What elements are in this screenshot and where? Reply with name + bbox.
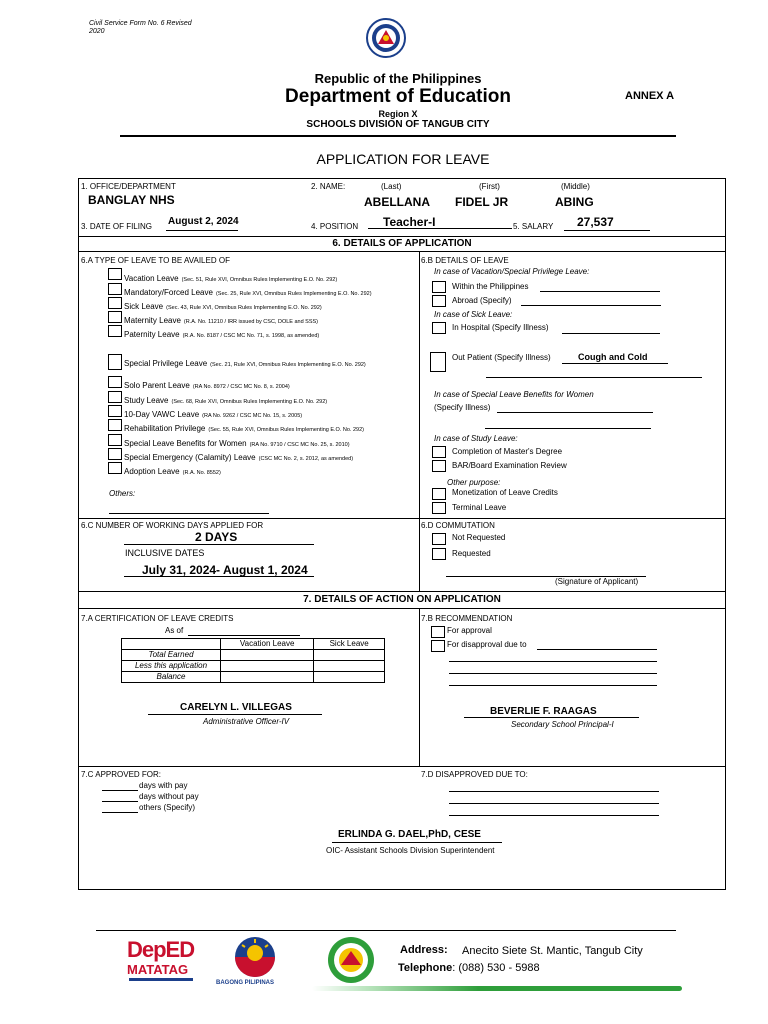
bar-review-label: BAR/Board Examination Review: [452, 461, 567, 470]
form-title: APPLICATION FOR LEAVE: [316, 151, 490, 167]
division-label: SCHOOLS DIVISION OF TANGUB CITY: [306, 119, 490, 130]
middle-name-value[interactable]: ABING: [555, 195, 594, 209]
leave-type-name: Solo Parent Leave: [124, 381, 190, 390]
signature-label: (Signature of Applicant): [555, 577, 639, 586]
approver-name: ERLINDA G. DAEL,PhD, CESE: [338, 829, 481, 840]
within-ph-checkbox[interactable]: [432, 281, 446, 293]
section6-bottom-rule: [78, 251, 726, 252]
recommender-underline: [464, 717, 639, 718]
days-with-pay-label: days with pay: [139, 781, 188, 790]
women-specify-label: (Specify Illness): [434, 403, 491, 412]
division-seal-icon: [322, 935, 380, 985]
certifier-title: Administrative Officer-IV: [203, 717, 290, 726]
for-disapproval-label: For disapproval due to: [447, 640, 527, 649]
section7-top-rule: [78, 591, 726, 592]
leave-type-reference: (R.A. No. 8552): [182, 470, 221, 476]
row-label: Total Earned: [122, 650, 221, 661]
salary-label: 5. SALARY: [513, 222, 554, 231]
first-name-value[interactable]: FIDEL JR: [455, 195, 509, 209]
others-specify-underline: [102, 812, 138, 813]
leave-type-name: Mandatory/Forced Leave: [124, 288, 213, 297]
out-patient-checkbox[interactable]: [430, 352, 446, 372]
table-cell[interactable]: [221, 661, 314, 672]
table-cell[interactable]: [221, 672, 314, 683]
others-label: Others:: [109, 489, 136, 498]
leave-type-checkbox[interactable]: [108, 405, 122, 417]
recommender-name: BEVERLIE F. RAAGAS: [490, 706, 597, 717]
table-row: [122, 672, 385, 683]
disapproval-underline-2: [449, 661, 657, 662]
leave-credits-label: 7.A CERTIFICATION OF LEAVE CREDITS: [81, 614, 234, 623]
leave-type-item: [124, 324, 319, 342]
working-days-underline: [124, 544, 314, 545]
leave-type-reference: (R.A. No. 8187 / CSC MC No. 71, s. 1998, as amended): [182, 333, 320, 339]
leave-credits-table: [121, 638, 385, 683]
leave-type-item: [124, 461, 221, 479]
leave-type-checkbox[interactable]: [108, 311, 122, 323]
table-row: [122, 639, 385, 650]
requested-checkbox[interactable]: [432, 548, 446, 560]
within-ph-label: Within the Philippines: [452, 282, 529, 291]
masters-checkbox[interactable]: [432, 446, 446, 458]
leave-type-reference: (Sec. 21, Rule XVI, Omnibus Rules Implementing E.O. No. 292): [210, 362, 366, 368]
leave-type-name: Study Leave: [124, 396, 169, 405]
position-value[interactable]: Teacher-I: [383, 215, 436, 229]
working-days-value[interactable]: 2 DAYS: [195, 530, 238, 544]
within-ph-underline: [540, 291, 660, 292]
in-hospital-underline: [562, 333, 660, 334]
masters-label: Completion of Master's Degree: [452, 447, 563, 456]
telephone-line: [398, 962, 540, 974]
address-value: Anecito Siete St. Mantic, Tangub City: [462, 945, 643, 957]
office-value[interactable]: BANGLAY NHS: [88, 193, 175, 207]
salary-value[interactable]: 27,537: [577, 215, 614, 229]
days-without-pay-label: days without pay: [139, 792, 199, 801]
table-cell[interactable]: [314, 672, 385, 683]
inclusive-dates-label: INCLUSIVE DATES: [125, 548, 205, 558]
address-label-text: Address: [400, 944, 445, 956]
leave-type-name: Special Emergency (Calamity) Leave: [124, 453, 256, 462]
deped-logo-text: DepED: [127, 937, 195, 962]
bagong-pilipinas-logo-icon: [224, 935, 286, 979]
salary-underline: [564, 230, 650, 231]
leave-type-name: 10-Day VAWC Leave: [124, 410, 200, 419]
filing-date-value[interactable]: August 2, 2024: [168, 216, 239, 227]
leave-type-item: [124, 353, 366, 371]
leave-type-checkbox[interactable]: [108, 419, 122, 431]
name-label: 2. NAME:: [311, 182, 346, 191]
for-approval-checkbox[interactable]: [431, 626, 445, 638]
department-title: Department of Education: [285, 86, 511, 107]
inclusive-dates-value[interactable]: July 31, 2024- August 1, 2024: [142, 563, 308, 577]
leave-type-checkbox[interactable]: [108, 268, 122, 280]
leave-type-checkbox[interactable]: [108, 391, 122, 403]
leave-type-checkbox[interactable]: [108, 283, 122, 295]
others-specify-label: others (Specify): [139, 803, 196, 812]
leave-type-reference: (Sec. 68, Rule XVI, Omnibus Rules Implementing E.O. No. 292): [171, 399, 328, 405]
recommendation-label: 7.B RECOMMENDATION: [421, 614, 513, 623]
section6c-rule: [78, 518, 726, 519]
last-name-value[interactable]: ABELLANA: [364, 195, 430, 209]
recommender-title: Secondary School Principal-I: [511, 720, 614, 729]
approver-title: OIC- Assistant Schools Division Superintendent: [326, 846, 495, 855]
commutation-label: 6.D COMMUTATION: [421, 521, 495, 530]
leave-type-reference: (Sec. 43, Rule XVI, Omnibus Rules Implementing E.O. No. 292): [166, 305, 322, 311]
as-of-underline: [188, 635, 300, 636]
section7-divider: [419, 608, 420, 766]
leave-type-name: Vacation Leave: [124, 274, 179, 283]
deped-seal-icon: [366, 18, 406, 58]
table-cell[interactable]: [314, 650, 385, 661]
row-label: Balance: [122, 672, 221, 683]
annex-label: ANNEX A: [625, 90, 675, 102]
abroad-checkbox[interactable]: [432, 295, 446, 307]
table-cell[interactable]: [314, 661, 385, 672]
matatag-logo-text: MATATAG: [127, 962, 189, 977]
leave-type-name: Paternity Leave: [124, 330, 180, 339]
leave-type-name: Adoption Leave: [124, 467, 180, 476]
row-label: Less this application: [122, 661, 221, 672]
monetization-label: Monetization of Leave Credits: [452, 488, 558, 497]
leave-type-reference: (Sec. 55, Rule XVI, Omnibus Rules Implementing E.O. No. 292): [208, 427, 364, 433]
section7-title: 7. DETAILS OF ACTION ON APPLICATION: [303, 594, 501, 605]
leave-type-reference: (RA No. 9710 / CSC MC No. 25, s. 2010): [249, 442, 350, 448]
abroad-underline: [521, 305, 661, 306]
approver-underline: [332, 842, 502, 843]
disapproved-underline-1: [449, 791, 659, 792]
telephone-value: (088) 530 - 5988: [458, 962, 540, 974]
section6-top-rule: [78, 236, 726, 237]
leave-type-checkbox[interactable]: [108, 462, 122, 474]
leave-type-reference: (R.A. No. 11210 / IRR issued by CSC, DOLE and SSS): [183, 319, 319, 325]
monetization-checkbox[interactable]: [432, 488, 446, 500]
position-underline: [368, 228, 512, 229]
disapproval-underline-4: [449, 685, 657, 686]
out-patient-underline: [562, 363, 668, 364]
deped-logo-underline: [129, 978, 193, 981]
col-sick-header: Sick Leave: [314, 639, 385, 650]
inclusive-dates-underline: [124, 576, 314, 577]
requested-label: Requested: [452, 549, 491, 558]
out-patient-value[interactable]: Cough and Cold: [578, 352, 648, 362]
telephone-colon: :: [452, 962, 459, 974]
for-disapproval-checkbox[interactable]: [431, 640, 445, 652]
terminal-leave-checkbox[interactable]: [432, 502, 446, 514]
days-without-pay-underline: [102, 801, 138, 802]
not-requested-checkbox[interactable]: [432, 533, 446, 545]
republic-label: Republic of the Philippines: [314, 71, 482, 86]
abroad-label: Abroad (Specify): [452, 296, 512, 305]
for-approval-label: For approval: [447, 626, 492, 635]
region-label: Region X: [378, 109, 418, 119]
leave-type-checkbox[interactable]: [108, 354, 122, 370]
col-vacation-header: Vacation Leave: [221, 639, 314, 650]
leave-type-checkbox[interactable]: [108, 297, 122, 309]
office-label: 1. OFFICE/DEPARTMENT: [81, 182, 176, 191]
telephone-label: Telephone: [398, 962, 453, 974]
disapproval-underline-1: [537, 649, 657, 650]
address-label: [400, 944, 448, 956]
leave-type-reference: (CSC MC No. 2, s. 2012, as amended): [258, 456, 354, 462]
filing-date-label: 3. DATE OF FILING: [81, 222, 152, 231]
footer-rule: [96, 930, 676, 931]
leave-type-reference: (Sec. 25, Rule XVI, Omnibus Rules Implementing E.O. No. 292): [215, 291, 372, 297]
leave-type-checkbox[interactable]: [108, 325, 122, 337]
table-cell[interactable]: [221, 650, 314, 661]
table-cell: [122, 639, 221, 650]
days-with-pay-underline: [102, 790, 138, 791]
other-purpose-label: Other purpose:: [447, 478, 501, 487]
header-rule: [120, 135, 676, 137]
leave-type-reference: (RA No. 9262 / CSC MC No. 15, s. 2005): [202, 413, 303, 419]
section7c-rule: [78, 766, 726, 767]
middle-name-label: (Middle): [561, 182, 590, 191]
leave-type-name: Maternity Leave: [124, 316, 181, 325]
disapproved-underline-2: [449, 803, 659, 804]
disapproved-underline-3: [449, 815, 659, 816]
not-requested-label: Not Requested: [452, 533, 506, 542]
leave-type-checkbox[interactable]: [108, 448, 122, 460]
leave-type-checkbox[interactable]: [108, 434, 122, 446]
disapproval-underline-3: [449, 673, 657, 674]
bar-review-checkbox[interactable]: [432, 460, 446, 472]
leave-type-checkbox[interactable]: [108, 376, 122, 388]
certifier-underline: [148, 714, 322, 715]
leave-type-name: Rehabilitation Privilege: [124, 424, 206, 433]
leave-type-name: Special Leave Benefits for Women: [124, 439, 247, 448]
study-case-label: In case of Study Leave:: [434, 434, 518, 443]
section7-bottom-rule: [78, 608, 726, 609]
in-hospital-checkbox[interactable]: [432, 322, 446, 334]
leave-type-label: 6.A TYPE OF LEAVE TO BE AVAILED OF: [81, 256, 230, 265]
others-underline: [109, 513, 269, 514]
section6-divider: [419, 251, 420, 591]
leave-type-reference: (RA No. 8972 / CSC MC No. 8, s. 2004): [192, 384, 290, 390]
leave-type-name: Special Privilege Leave: [124, 359, 208, 368]
as-of-label: As of: [165, 626, 184, 635]
position-label: 4. POSITION: [311, 222, 359, 231]
leave-details-label: 6.B DETAILS OF LEAVE: [421, 256, 509, 265]
women-specify-underline-2: [485, 428, 651, 429]
footer-green-bar: [312, 986, 682, 991]
address-colon: :: [444, 944, 448, 956]
first-name-label: (First): [479, 182, 500, 191]
certifier-name: CARELYN L. VILLEGAS: [180, 702, 292, 713]
form-reference: [89, 20, 192, 36]
bagong-pilipinas-text: BAGONG PILIPINAS: [216, 980, 275, 986]
working-days-label: 6.C NUMBER OF WORKING DAYS APPLIED FOR: [81, 521, 264, 530]
section6-title: 6. DETAILS OF APPLICATION: [332, 238, 472, 249]
in-hospital-label: In Hospital (Specify Illness): [452, 323, 549, 332]
out-patient-label: Out Patient (Specify Illness): [452, 353, 551, 362]
approved-for-label: 7.C APPROVED FOR:: [81, 770, 162, 779]
disapproved-due-label: 7.D DISAPPROVED DUE TO:: [421, 770, 528, 779]
table-row: [122, 661, 385, 672]
form-ref-line2: 2020: [89, 28, 105, 35]
leave-type-name: Sick Leave: [124, 302, 164, 311]
women-case-label: In case of Special Leave Benefits for Women: [434, 390, 594, 399]
out-patient-underline-2: [486, 377, 702, 378]
filing-date-underline: [166, 230, 238, 231]
women-specify-underline: [497, 412, 653, 413]
leave-type-reference: (Sec. 51, Rule XVI, Omnibus Rules Implementing E.O. No. 292): [181, 277, 338, 283]
table-row: [122, 650, 385, 661]
form-ref-line1: Civil Service Form No. 6 Revised: [89, 20, 192, 27]
sick-case-label: In case of Sick Leave:: [434, 310, 513, 319]
last-name-label: (Last): [381, 182, 402, 191]
vacation-case-label: In case of Vacation/Special Privilege Leave:: [434, 267, 590, 276]
terminal-leave-label: Terminal Leave: [452, 503, 507, 512]
